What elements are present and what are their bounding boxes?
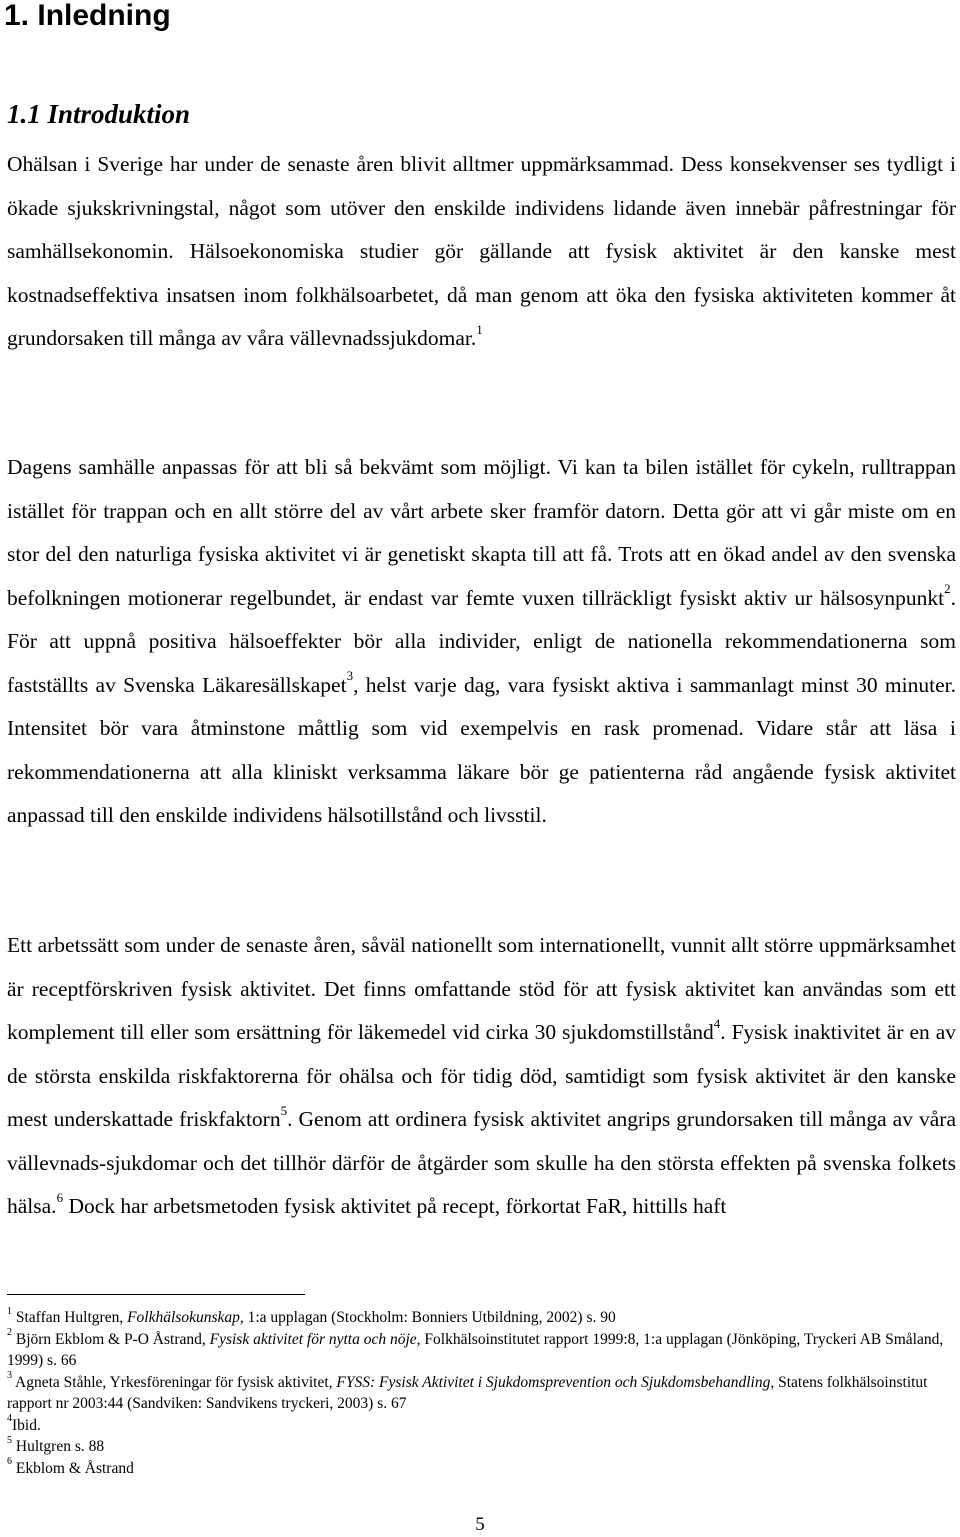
section-heading: 1.1 Introduktion: [7, 99, 191, 129]
footnotes: [7, 1307, 956, 1479]
footnote-4: $^4$Ibid.: [7, 1413, 41, 1434]
paragraph-1: Ohälsan i Sverige har under de senaste åren blivit alltmer uppmärksammad. Dess konsekvenser ses tydligt i ökade sjukskrivningstal, något som utöver den enskilde individens lidande även innebär påfrestningar för samhällsekonomin. Hälsoekonomiska studier gör gällande att fysisk aktivitet är den kanske mest kostnadseffektiva insatsen inom folkhälsoarbetet, då man genom att öka den fysiska aktiviteten kommer åt grundorsaken till många av våra vällevnadssjukdomar.$^1$: [7, 152, 956, 350]
paragraph-2: Dagens samhälle anpassas för att bli så bekvämt som möjligt. Vi kan ta bilen istället för cykeln, rulltrappan istället för trappan och en allt större del av vårt arbete sker framför datorn. Detta gör att vi går miste om en stor del den naturliga fysiska aktivitet vi är genetiskt skapta till att få. Trots att en ökad andel av den svenska befolkningen motionerar regelbundet, är endast var femte vuxen tillräckligt fysiskt aktiv ur hälsosynpunkt$^2$. För att uppnå positiva hälsoeffekter bör alla individer, enligt de nationella rekommendationerna som fastställts av Svenska Läkaresällskapet$^3$, helst varje dag, vara fysiskt aktiva i sammanlagt minst 30 minuter. Intensitet bör vara åtminstone måttlig som vid exempelvis en rask promenad. Vidare står att läsa i rekommendationerna att alla kliniskt verksamma läkare bör ge patienterna råd angående fysisk aktivitet anpassad till den enskilde individens hälsotillstånd och livsstil.: [7, 455, 956, 827]
footnote-ref-4: 4: [713, 1015, 721, 1031]
footnote-ref-5: 5: [280, 1102, 288, 1118]
footnote-ref-1: 1: [476, 321, 483, 337]
chapter-heading: 1. Inledning: [4, 0, 171, 32]
footnote-separator: [7, 1294, 305, 1295]
footnote-2: $^2$ Björn Ekblom & P-O Åstrand, Fysisk aktivitet för nytta och nöje, Folkhälsoinstitutet rapport 1999:8, 1:a upplagan (Jönköping, Tryckeri AB Småland, 1999) s. 66: [7, 1327, 944, 1369]
footnote-ref-2: 2: [944, 581, 951, 597]
footnote-5: $^5$ Hultgren s. 88: [7, 1434, 105, 1455]
footnote-ref-6: 6: [56, 1189, 64, 1205]
paragraph-3: Ett arbetssätt som under de senaste åren, såväl nationellt som internationellt, vunnit allt större uppmärksamhet är receptförskriven fysisk aktivitet. Det finns omfattande stöd för att fysisk aktivitet kan användas som ett komplement till eller som ersättning för läkemedel vid cirka 30 sjukdomstillstånd$^4$. Fysisk inaktivitet är en av de största enskilda riskfaktorerna för ohälsa och för tidig död, samtidigt som fysisk aktivitet är den kanske mest underskattade friskfaktorn$^5$. Genom att ordinera fysisk aktivitet angrips grundorsaken till många av våra vällevnads-sjukdomar och det tillhör därför de åtgärder som skulle ha den största effekten på svenska folkets hälsa.$^6$ Dock har arbetsmetoden fysisk aktivitet på recept, förkortat FaR, hittills haft: [7, 933, 956, 1218]
footnote-ref-3: 3: [346, 668, 354, 684]
page-number: 5: [475, 1514, 485, 1535]
footnote-1: $^1$ Staffan Hultgren, Folkhälsokunskap, 1:a upplagan (Stockholm: Bonniers Utbildning, 2002) s. 90: [7, 1305, 616, 1326]
footnote-3: $^3$ Agneta Ståhle, Yrkesföreningar för fysisk aktivitet, FYSS: Fysisk Aktivitet i Sjukdomsprevention och Sjukdomsbehandling, Statens folkhälsoinstitut rapport nr 2003:44 (Sandviken: Sandvikens tryckeri, 2003) s. 67: [7, 1370, 928, 1412]
footnote-6: $^6$ Ekblom & Åstrand: [7, 1456, 134, 1477]
